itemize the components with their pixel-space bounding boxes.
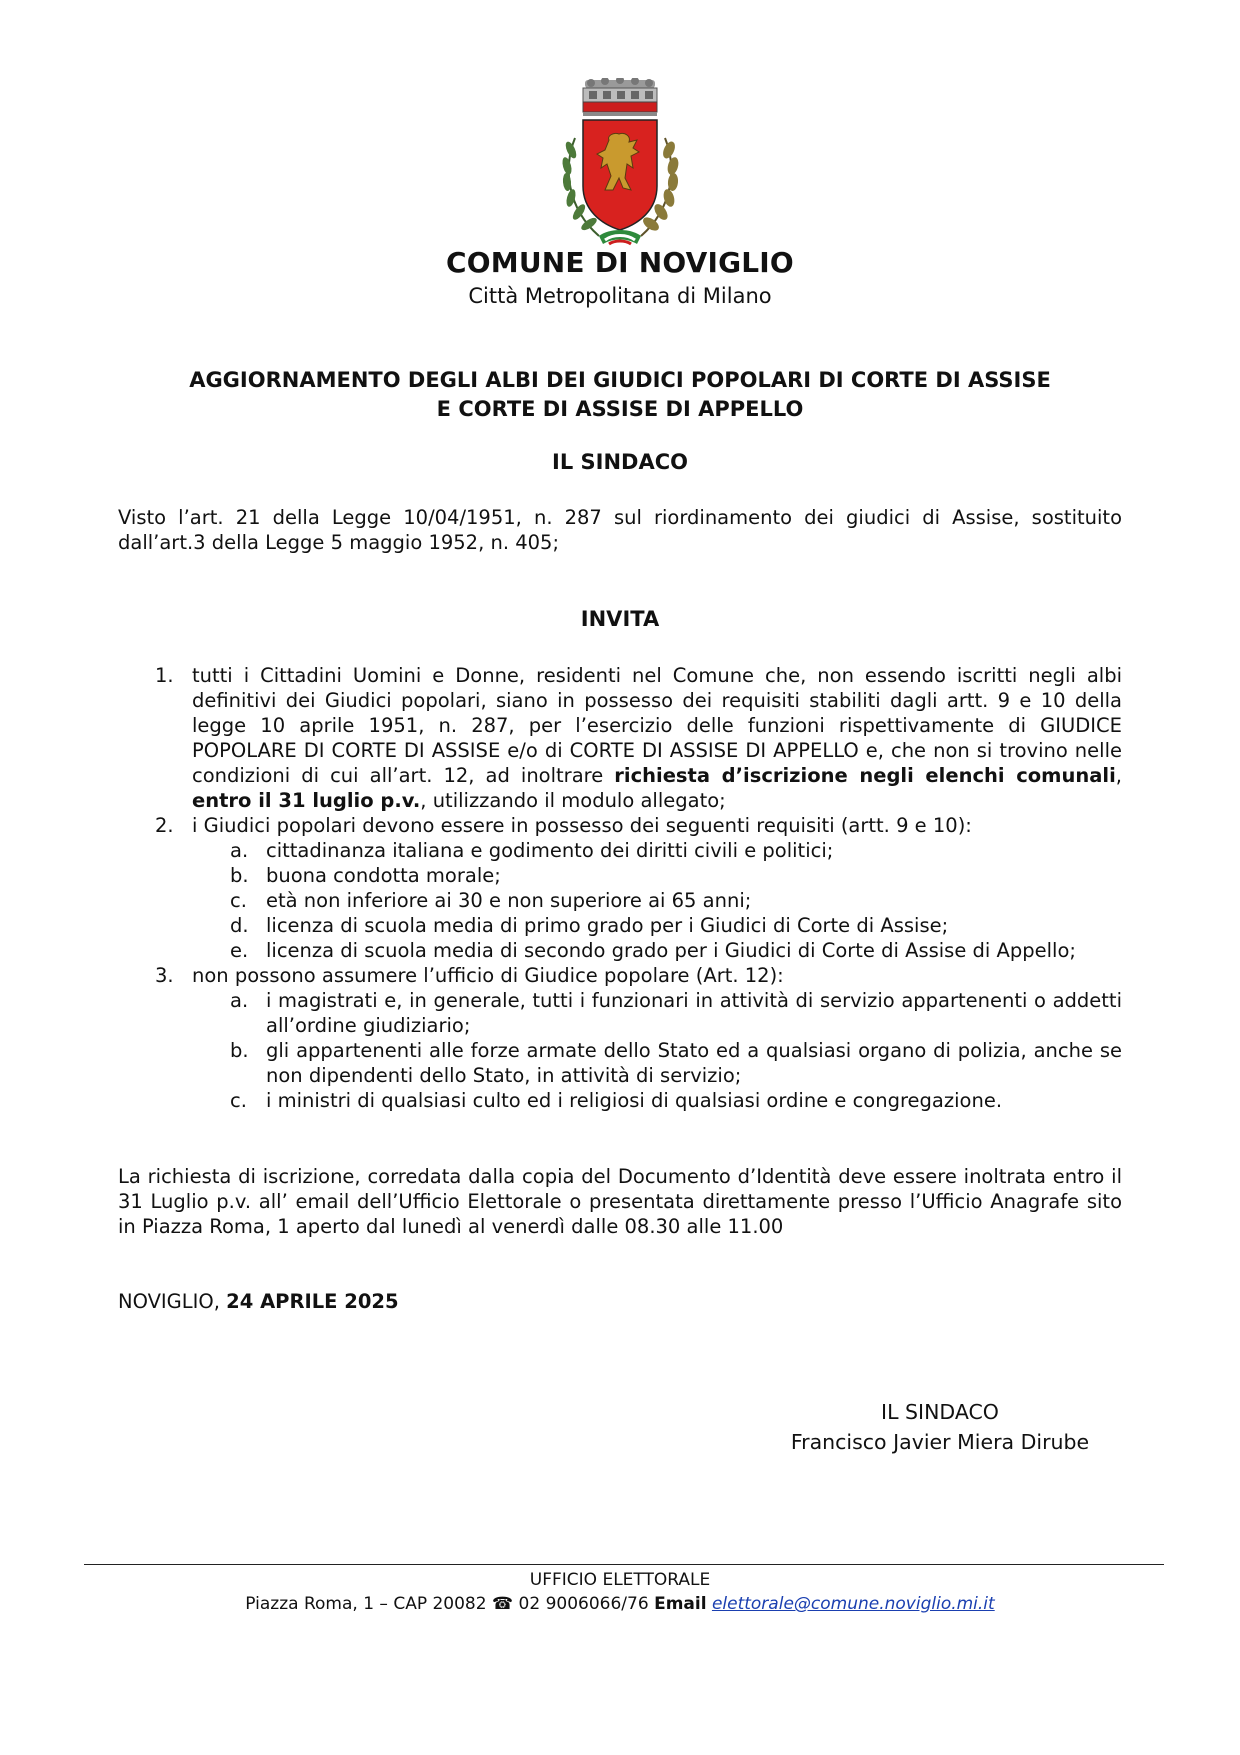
sub-list-item-text: cittadinanza italiana e godimento dei diritti civili e politici; xyxy=(266,839,834,862)
footer-office-name: UFFICIO ELETTORALE xyxy=(529,1570,711,1590)
list-item xyxy=(118,813,1122,838)
list-item-text: , utilizzando il modulo allegato; xyxy=(420,789,726,812)
footer-divider xyxy=(84,1564,1164,1565)
sub-list-item xyxy=(118,1038,1122,1088)
sub-list-item-text: buona condotta morale; xyxy=(266,864,501,887)
sub-list-item xyxy=(118,888,1122,913)
sub-list-item xyxy=(118,863,1122,888)
list-item-number: 2. xyxy=(155,814,174,837)
document-title-line-1: AGGIORNAMENTO DEGLI ALBI DEI GIUDICI POPOLARI DI CORTE DI ASSISE xyxy=(189,368,1051,392)
sub-list-item-text: licenza di scuola media di primo grado per i Giudici di Corte di Assise; xyxy=(266,914,949,937)
email-label: Email xyxy=(654,1594,707,1614)
sub-list-item-text: i ministri di qualsiasi culto ed i religiosi di qualsiasi ordine e congregazione. xyxy=(266,1089,1003,1112)
phone-icon: ☎ xyxy=(491,1594,514,1614)
authority-heading: IL SINDACO xyxy=(552,450,688,474)
list-item-bold-text: richiesta d’iscrizione negli elenchi comunali xyxy=(614,764,1116,787)
invita-heading: INVITA xyxy=(580,607,660,631)
document-title xyxy=(0,366,1240,424)
footer-address: Piazza Roma, 1 – CAP 20082 xyxy=(245,1594,492,1614)
sub-list-item-letter: a. xyxy=(230,989,249,1012)
sub-list-item xyxy=(118,913,1122,938)
ribbon-icon xyxy=(599,230,641,244)
sub-list-item-text: i magistrati e, in generale, tutti i funzionari in attività di servizio appartenenti o addetti all’ordine giudiziario; xyxy=(266,989,1122,1037)
sub-list-item-letter: b. xyxy=(230,1039,249,1062)
sub-list-item-letter: d. xyxy=(230,914,249,937)
sub-list-item-text: licenza di scuola media di secondo grado per i Giudici di Corte di Assise di Appello; xyxy=(266,939,1076,962)
list-item-text: i Giudici popolari devono essere in possesso dei seguenti requisiti (artt. 9 e 10): xyxy=(192,814,972,837)
comune-name: COMUNE DI NOVIGLIO xyxy=(446,246,794,279)
signature-name: Francisco Javier Miera Dirube xyxy=(790,1430,1090,1454)
sub-list-item-text: età non inferiore ai 30 e non superiore ai 65 anni; xyxy=(266,889,752,912)
sub-list-item xyxy=(118,938,1122,963)
date-place: NOVIGLIO, xyxy=(118,1290,227,1313)
municipal-crest-icon xyxy=(549,78,691,248)
sub-list-item-letter: b. xyxy=(230,864,249,887)
closing-paragraph: La richiesta di iscrizione, corredata dalla copia del Documento d’Identità deve essere inoltrata entro il 31 Luglio p.v. all’ email dell’Ufficio Elettorale o presentata direttamente presso l’Ufficio Anagrafe sito in Piazza Roma, 1 aperto dal lunedì al venerdì dalle 08.30 alle 11.00 xyxy=(118,1165,1122,1238)
sub-list-item-letter: e. xyxy=(230,939,249,962)
sub-list-item xyxy=(118,838,1122,863)
requirements-list xyxy=(118,663,1122,1113)
sub-list-item-letter: a. xyxy=(230,839,249,862)
sub-list-item-letter: c. xyxy=(230,889,247,912)
sub-list-item-letter: c. xyxy=(230,1089,247,1112)
list-item-text: tutti i Cittadini Uomini e Donne, residenti nel Comune che, non essendo iscritti negli albi definitivi dei Giudici popolari, siano in possesso dei requisiti stabiliti dagli artt. 9 e 10 della legge 10 aprile 1951, n. 287, per l’esercizio delle funzioni rispettivamente di GIUDICE POPOLARE DI CORTE DI ASSISE e/o di CORTE DI ASSISE DI APPELLO e, che non si trovino nelle condizioni di cui all’art. 12, ad inoltrare xyxy=(192,664,1122,787)
list-item-number: 1. xyxy=(155,664,174,687)
footer-phone: 02 9006066/76 xyxy=(513,1594,655,1614)
document-date: 24 APRILE 2025 xyxy=(226,1290,399,1313)
list-item xyxy=(118,663,1122,813)
footer-contacts xyxy=(0,1594,1240,1614)
list-item-bold-text: entro il 31 luglio p.v. xyxy=(192,789,421,812)
sub-list-item xyxy=(118,988,1122,1038)
sub-list-item-text: gli appartenenti alle forze armate dello Stato ed a qualsiasi organo di polizia, anche se non dipendenti dello Stato, in attività di servizio; xyxy=(266,1039,1122,1087)
list-item-number: 3. xyxy=(155,964,174,987)
list-item xyxy=(118,963,1122,988)
email-link[interactable]: elettorale@comune.noviglio.mi.it xyxy=(711,1594,995,1614)
list-item-text: , xyxy=(1115,764,1122,787)
list-item-text: non possono assumere l’ufficio di Giudice popolare (Art. 12): xyxy=(192,964,784,987)
visto-paragraph: Visto l’art. 21 della Legge 10/04/1951, n. 287 sul riordinamento dei giudici di Assise, sostituito dall’art.3 della Legge 5 maggio 1952, n. 405; xyxy=(118,506,1122,554)
crown-icon xyxy=(583,78,657,116)
date-line xyxy=(118,1290,399,1313)
document-title-line-2: E CORTE DI ASSISE DI APPELLO xyxy=(436,397,804,421)
signature-title: IL SINDACO xyxy=(881,1400,999,1424)
comune-subtitle: Città Metropolitana di Milano xyxy=(468,284,772,308)
shield-icon xyxy=(583,120,657,230)
sub-list-item xyxy=(118,1088,1122,1113)
signature-block xyxy=(740,1397,1140,1457)
